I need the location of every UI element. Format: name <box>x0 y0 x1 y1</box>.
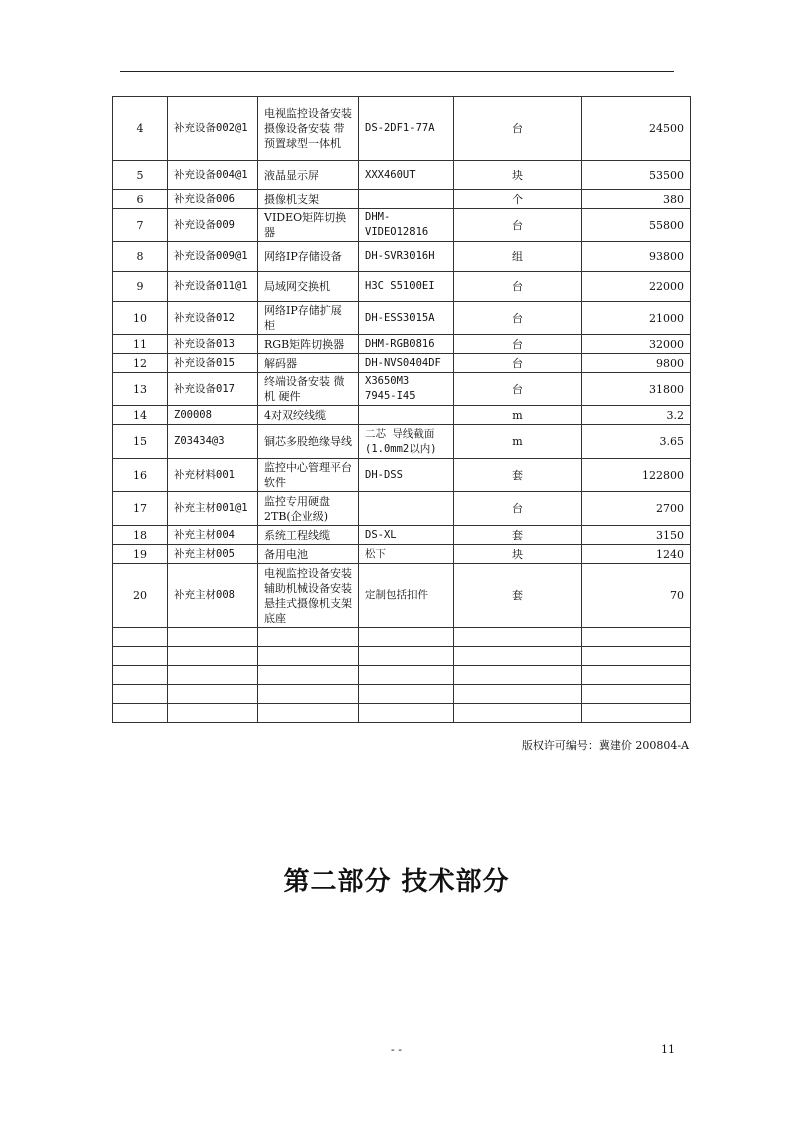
empty-cell <box>582 685 691 704</box>
item-quantity: 3150 <box>582 526 691 545</box>
item-code: Z03434@3 <box>168 425 258 459</box>
empty-cell <box>582 628 691 647</box>
item-unit: 套 <box>454 564 582 628</box>
item-model: DH-DSS <box>359 459 454 492</box>
item-name: 解码器 <box>258 354 359 373</box>
table-row <box>113 406 691 425</box>
empty-cell <box>359 704 454 723</box>
license-number: 版权许可编号：冀建价 200804-A <box>521 739 689 752</box>
item-model: DS-XL <box>359 526 454 545</box>
item-name: 终端设备安装 微机 硬件 <box>258 373 359 406</box>
empty-table-row <box>113 685 691 704</box>
header-rule <box>120 71 674 72</box>
empty-cell <box>113 704 168 723</box>
footer-center-mark: - - <box>391 1043 402 1056</box>
item-name: 备用电池 <box>258 545 359 564</box>
empty-cell <box>582 666 691 685</box>
item-model: DH-SVR3016H <box>359 242 454 272</box>
item-unit: 台 <box>454 335 582 354</box>
item-code: 补充设备015 <box>168 354 258 373</box>
empty-cell <box>168 685 258 704</box>
table-row <box>113 425 691 459</box>
item-quantity: 22000 <box>582 272 691 302</box>
row-number: 12 <box>113 354 168 373</box>
empty-cell <box>258 685 359 704</box>
item-model: DH-NVS0404DF <box>359 354 454 373</box>
empty-cell <box>454 704 582 723</box>
item-name: 网络IP存储设备 <box>258 242 359 272</box>
item-code: 补充设备012 <box>168 302 258 335</box>
table-row <box>113 492 691 526</box>
item-name: 电视监控设备安装 辅助机械设备安装 悬挂式摄像机支架底座 <box>258 564 359 628</box>
table-row <box>113 545 691 564</box>
empty-table-row <box>113 704 691 723</box>
empty-cell <box>454 666 582 685</box>
empty-table-row <box>113 666 691 685</box>
item-model <box>359 406 454 425</box>
item-model: DHM-RGB0816 <box>359 335 454 354</box>
item-quantity: 31800 <box>582 373 691 406</box>
item-model: DHM-VIDEO12816 <box>359 209 454 242</box>
item-model <box>359 492 454 526</box>
item-quantity: 2700 <box>582 492 691 526</box>
table-row <box>113 272 691 302</box>
table-row <box>113 564 691 628</box>
item-quantity: 3.65 <box>582 425 691 459</box>
empty-cell <box>454 647 582 666</box>
empty-table-row <box>113 628 691 647</box>
empty-cell <box>454 628 582 647</box>
item-unit: 块 <box>454 161 582 190</box>
item-code: Z00008 <box>168 406 258 425</box>
item-quantity: 380 <box>582 190 691 209</box>
item-quantity: 122800 <box>582 459 691 492</box>
row-number: 7 <box>113 209 168 242</box>
empty-cell <box>359 685 454 704</box>
item-code: 补充主材004 <box>168 526 258 545</box>
row-number: 11 <box>113 335 168 354</box>
row-number: 4 <box>113 97 168 161</box>
equipment-table-body <box>113 97 691 723</box>
empty-cell <box>258 666 359 685</box>
empty-cell <box>168 666 258 685</box>
empty-cell <box>258 704 359 723</box>
item-name: 监控中心管理平台软件 <box>258 459 359 492</box>
item-code: 补充设备013 <box>168 335 258 354</box>
row-number: 19 <box>113 545 168 564</box>
empty-cell <box>113 685 168 704</box>
item-model: 二芯 导线截面(1.0mm2以内) <box>359 425 454 459</box>
item-model: 定制包括扣件 <box>359 564 454 628</box>
item-unit: 台 <box>454 354 582 373</box>
table-row <box>113 161 691 190</box>
item-model: XXX460UT <box>359 161 454 190</box>
empty-cell <box>582 704 691 723</box>
row-number: 13 <box>113 373 168 406</box>
item-name: 电视监控设备安装 摄像设备安装 带预置球型一体机 <box>258 97 359 161</box>
row-number: 14 <box>113 406 168 425</box>
empty-cell <box>168 628 258 647</box>
item-model <box>359 190 454 209</box>
empty-cell <box>582 647 691 666</box>
item-model: DS-2DF1-77A <box>359 97 454 161</box>
item-model: H3C S5100EI <box>359 272 454 302</box>
item-unit: m <box>454 425 582 459</box>
table-row <box>113 373 691 406</box>
item-code: 补充设备004@1 <box>168 161 258 190</box>
item-quantity: 24500 <box>582 97 691 161</box>
item-unit: 套 <box>454 526 582 545</box>
item-unit: 台 <box>454 373 582 406</box>
item-name: 系统工程线缆 <box>258 526 359 545</box>
item-code: 补充设备009@1 <box>168 242 258 272</box>
item-unit: 台 <box>454 272 582 302</box>
item-code: 补充设备011@1 <box>168 272 258 302</box>
item-name: 监控专用硬盘2TB(企业级) <box>258 492 359 526</box>
row-number: 20 <box>113 564 168 628</box>
table-row <box>113 526 691 545</box>
item-name: RGB矩阵切换器 <box>258 335 359 354</box>
empty-cell <box>258 647 359 666</box>
row-number: 5 <box>113 161 168 190</box>
item-unit: 个 <box>454 190 582 209</box>
item-name: 网络IP存储扩展柜 <box>258 302 359 335</box>
item-quantity: 21000 <box>582 302 691 335</box>
item-code: 补充设备017 <box>168 373 258 406</box>
item-name: 摄像机支架 <box>258 190 359 209</box>
item-model: X3650M3 7945-I45 <box>359 373 454 406</box>
item-code: 补充设备006 <box>168 190 258 209</box>
equipment-table <box>112 96 691 723</box>
item-code: 补充主材001@1 <box>168 492 258 526</box>
item-unit: 台 <box>454 97 582 161</box>
item-quantity: 70 <box>582 564 691 628</box>
table-row <box>113 302 691 335</box>
empty-cell <box>113 666 168 685</box>
table-row <box>113 97 691 161</box>
empty-cell <box>113 647 168 666</box>
item-name: 液晶显示屏 <box>258 161 359 190</box>
item-unit: 套 <box>454 459 582 492</box>
item-code: 补充设备009 <box>168 209 258 242</box>
item-quantity: 32000 <box>582 335 691 354</box>
table-row <box>113 335 691 354</box>
row-number: 10 <box>113 302 168 335</box>
row-number: 16 <box>113 459 168 492</box>
item-code: 补充材料001 <box>168 459 258 492</box>
item-unit: 台 <box>454 302 582 335</box>
row-number: 9 <box>113 272 168 302</box>
item-quantity: 53500 <box>582 161 691 190</box>
item-quantity: 9800 <box>582 354 691 373</box>
item-unit: 台 <box>454 492 582 526</box>
table-row <box>113 354 691 373</box>
item-name: VIDEO矩阵切换器 <box>258 209 359 242</box>
section-title: 第二部分 技术部分 <box>283 867 510 897</box>
empty-cell <box>168 647 258 666</box>
row-number: 8 <box>113 242 168 272</box>
row-number: 17 <box>113 492 168 526</box>
row-number: 15 <box>113 425 168 459</box>
page-number: 11 <box>661 1043 675 1056</box>
row-number: 18 <box>113 526 168 545</box>
table-row <box>113 459 691 492</box>
item-unit: 块 <box>454 545 582 564</box>
table-row <box>113 242 691 272</box>
empty-cell <box>113 628 168 647</box>
empty-cell <box>168 704 258 723</box>
empty-table-row <box>113 647 691 666</box>
item-quantity: 55800 <box>582 209 691 242</box>
item-code: 补充主材008 <box>168 564 258 628</box>
table-row <box>113 190 691 209</box>
empty-cell <box>359 628 454 647</box>
item-name: 4对双绞线缆 <box>258 406 359 425</box>
item-name: 铜芯多股绝缘导线 <box>258 425 359 459</box>
row-number: 6 <box>113 190 168 209</box>
item-quantity: 3.2 <box>582 406 691 425</box>
item-unit: m <box>454 406 582 425</box>
item-name: 局域网交换机 <box>258 272 359 302</box>
item-quantity: 1240 <box>582 545 691 564</box>
item-unit: 组 <box>454 242 582 272</box>
table-row <box>113 209 691 242</box>
empty-cell <box>454 685 582 704</box>
item-quantity: 93800 <box>582 242 691 272</box>
item-unit: 台 <box>454 209 582 242</box>
empty-cell <box>258 628 359 647</box>
item-code: 补充设备002@1 <box>168 97 258 161</box>
item-code: 补充主材005 <box>168 545 258 564</box>
item-model: 松下 <box>359 545 454 564</box>
empty-cell <box>359 647 454 666</box>
empty-cell <box>359 666 454 685</box>
item-model: DH-ESS3015A <box>359 302 454 335</box>
